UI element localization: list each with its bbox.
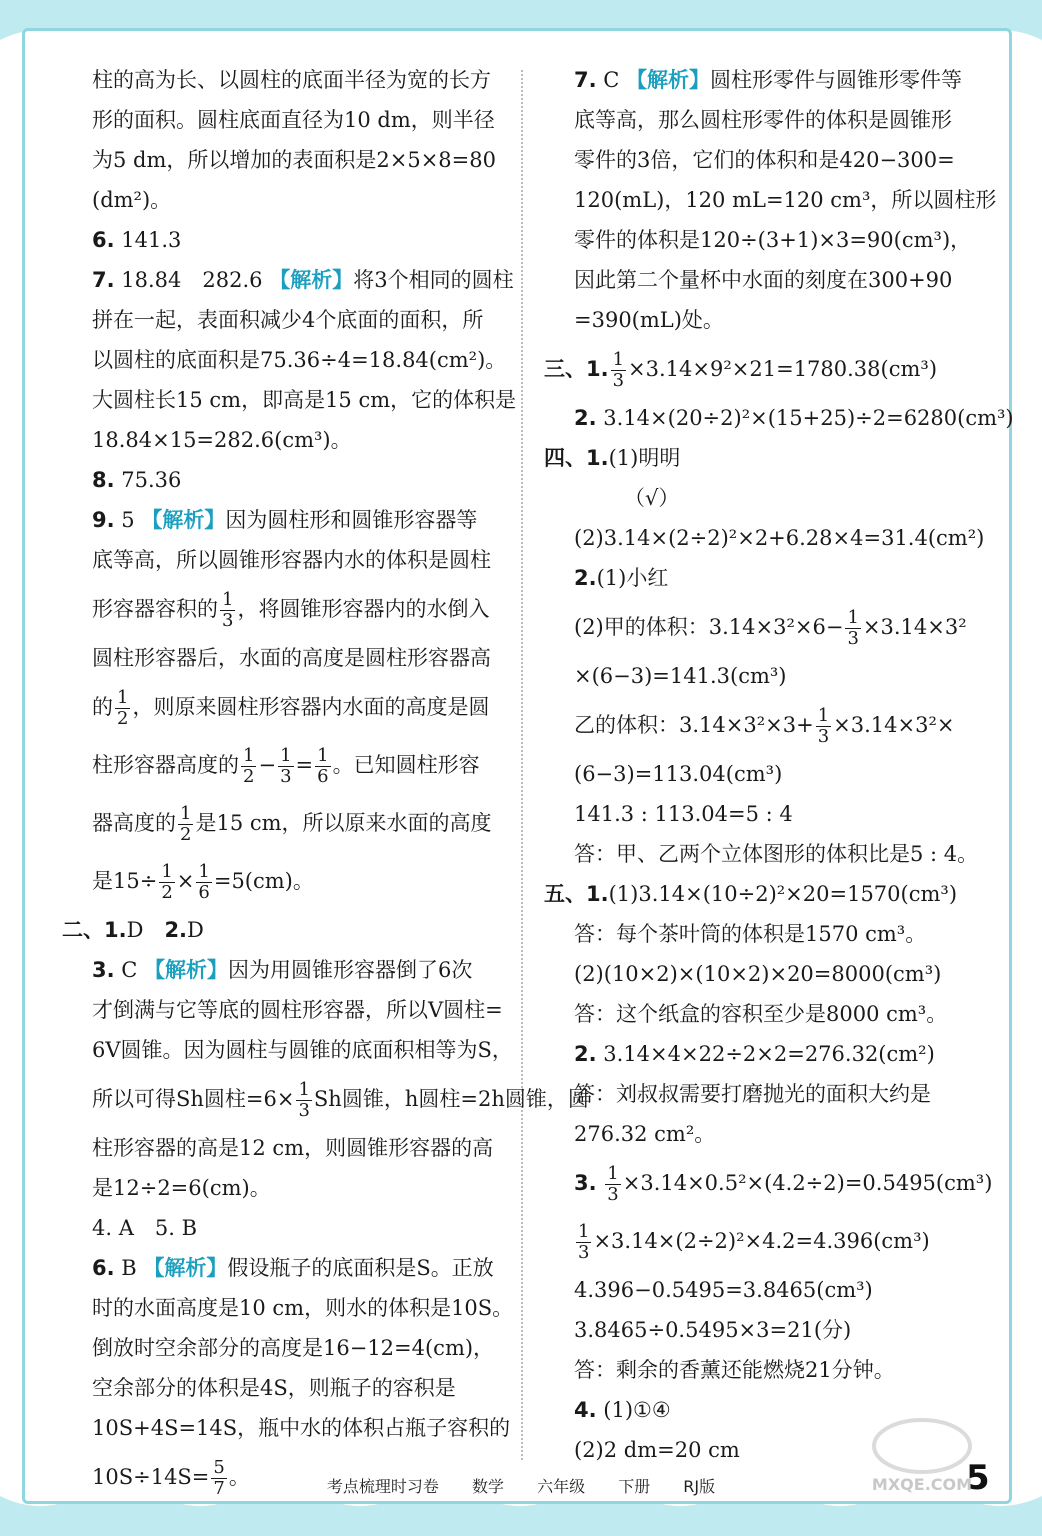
text-line [574,598,984,656]
text-line: 6V圆锥。因为圆柱与圆锥的底面积相等为S， [92,1038,513,1062]
text: (1)①④ [603,1398,671,1422]
numerator: 1 [317,745,329,766]
text: 器高度的 [92,811,176,835]
subject: 数学 [471,1477,504,1496]
question-number: 3. [92,958,115,982]
text-line: 倒放时空余部分的高度是16−12=4(cm)， [92,1336,495,1360]
text-line: 以圆柱的底面积是75.36÷4=18.84(cm²)。 [92,348,507,372]
text-line: 形的面积。圆柱底面直径为10 dm，则半径 [92,108,495,132]
text: ，则原来圆柱形容器内水面的高度是圆 [132,695,490,719]
analysis-tag: 【解析】 [626,68,711,92]
fraction [845,608,860,649]
answer-7-right [574,60,984,100]
text-line: 是12÷2=6(cm)。 [92,1176,271,1200]
numerator: 1 [280,745,292,766]
book-title: 考点梳理时习卷 [326,1477,439,1496]
text: 所以可得Sh圆柱=6× [92,1087,295,1111]
page-number: 5 [966,1458,990,1498]
numerator: 5 [213,1457,225,1478]
volume: 下册 [618,1477,651,1496]
answer-text: 18.84 282.6 [121,268,263,292]
answer-7 [92,260,514,300]
analysis-tag: 【解析】 [269,268,354,292]
text: (1)明明 [608,446,681,470]
text: (2)甲的体积：3.14×3²×6− [574,615,844,639]
answer-s4-2 [574,558,984,598]
numerator: 1 [298,1079,310,1100]
watermark-text: MXQE.COM [871,1475,973,1494]
numerator: 1 [180,803,192,824]
question-number: 2. [574,566,597,590]
text: 10S÷14S= [92,1465,210,1489]
text-line: 拼在一起，表面积减少4个底面的面积，所 [92,308,484,332]
question-number: 4. [574,1398,597,1422]
question-number: 2. [574,1042,597,1066]
text: 假设瓶子的底面积是S。正放 [227,1256,494,1280]
text: 将3个相同的圆柱 [353,268,514,292]
text-line: 答：刘叔叔需要打磨抛光的面积大约是 [574,1082,931,1106]
text-line: 答：甲、乙两个立体图形的体积比是5 : 4。 [574,842,979,866]
text: 因为圆柱形和圆锥形容器等 [225,508,478,532]
text: ×3.14×0.5²×(4.2÷2)=0.5495(cm³) [622,1171,993,1195]
text-line: 答：这个纸盒的容积至少是8000 cm³。 [574,1002,948,1026]
text-line [92,794,502,852]
denominator: 3 [298,1100,310,1121]
text-line: 276.32 cm²。 [574,1122,716,1146]
denominator: 3 [578,1242,590,1263]
text: =5(cm)。 [213,869,314,893]
section-four [544,438,984,478]
column-divider [521,70,523,1460]
numerator: 1 [222,589,234,610]
section-two [62,910,502,950]
text: 3.14×4×22÷2×2=276.32(cm²) [603,1042,935,1066]
text-line: 是15÷ $\frac{1}{2}$ × $\frac{1}{6}$ =5(cm)。 [92,861,314,903]
fraction [296,1080,311,1121]
fraction [115,688,130,729]
numerator: 1 [817,705,830,726]
section-number: 二、1. [62,918,127,942]
question-number: 6. [92,1256,115,1280]
text-line: 为5 dm，所以增加的表面积是2×5×8=80 [92,148,496,172]
text-line: 柱形容器高度的 $\frac{1}{2}$ − $\frac{1}{3}$ = $\frac{1}{6}$ 。已知圆柱形容 [92,745,480,787]
edition: RJ版 [683,1477,716,1496]
question-number: 6. [92,228,115,252]
fraction [196,862,211,903]
text-line [574,696,984,754]
question-number: 9. [92,508,115,532]
denominator: 2 [243,766,255,787]
denominator: 2 [180,824,192,845]
answer-s5-2 [574,1034,984,1074]
fraction [241,746,256,787]
text-line: 3.8465÷0.5495×3=21(分) [574,1318,852,1342]
answer-text: 75.36 [121,468,182,492]
question-number: 7. [92,268,115,292]
text-line: 底等高，那么圆柱形零件的体积是圆锥形 [574,108,952,132]
answer-text: C [603,68,620,92]
text-line: 18.84×15=282.6(cm³)。 [92,428,352,452]
fraction [178,804,193,845]
section-three [544,340,984,398]
text-line: 时的水面高度是10 cm，则水的体积是10S。 [92,1296,514,1320]
question-number: 8. [92,468,115,492]
fraction [576,1222,591,1263]
text: (1)3.14×(10÷2)²×20=1570(cm³) [608,882,958,906]
denominator: 6 [198,882,210,903]
text-line: (6−3)=113.04(cm³) [574,762,783,786]
text: ，将圆锥形容器内的水倒入 [237,597,490,621]
analysis-tag: 【解析】 [141,508,226,532]
text: ×3.14×3² [862,615,967,639]
fraction [611,350,626,391]
text: 是15 cm，所以原来水面的高度 [195,811,492,835]
text-line: 柱的高为长、以圆柱的底面半径为宽的长方 [92,68,491,92]
numerator: 1 [578,1221,590,1242]
text: 。 [228,1465,250,1489]
text-line: (2)2 dm=20 cm [574,1438,740,1462]
text-line [92,678,502,736]
numerator: 1 [198,861,210,882]
text-line [574,1212,984,1270]
fraction [315,746,330,787]
text: ×3.14×(2÷2)²×4.2=4.396(cm³) [593,1229,930,1253]
denominator: 3 [222,610,234,631]
text-line: 4.396−0.5495=3.8465(cm³) [574,1278,873,1302]
fraction [278,746,293,787]
check-mark: （√） [624,486,680,510]
text: ×3.14×3²× [833,713,955,737]
section-number: 三、1. [544,357,609,381]
text-line: (dm²)。 [92,188,172,212]
denominator: 7 [213,1478,225,1499]
text-line: 大圆柱长15 cm，即高是15 cm，它的体积是 [92,388,517,412]
section-number: 四、1. [544,446,609,470]
text: 形容器容积的 [92,597,218,621]
numerator: 1 [117,687,129,708]
text-line: 141.3 : 113.04=5 : 4 [574,802,793,826]
text-line: 才倒满与它等底的圆柱形容器，所以V圆柱= [92,998,503,1022]
text: 乙的体积：3.14×3²×3+ [574,713,814,737]
answer-text: B [121,1256,137,1280]
numerator: 1 [243,745,255,766]
text-line: 零件的3倍，它们的体积和是420−300= [574,148,955,172]
text-line: 120(mL)，120 mL=120 cm³，所以圆柱形 [574,188,997,212]
question-number: 3. [574,1171,597,1195]
text-line: 答：每个茶叶筒的体积是1570 cm³。 [574,922,927,946]
numerator: 1 [161,861,173,882]
text-line: (2)(10×2)×(10×2)×20=8000(cm³) [574,962,942,986]
text: 的 [92,695,113,719]
text-line [92,580,502,638]
analysis-tag: 【解析】 [144,958,229,982]
section-number: 五、1. [544,882,609,906]
answer-s5-3 [574,1154,993,1212]
fraction [159,862,174,903]
grade: 六年级 [537,1477,586,1496]
answer-8 [92,460,502,500]
text-line: 柱形容器的高是12 cm，则圆锥形容器的高 [92,1136,494,1160]
denominator: 3 [612,370,625,391]
answer-text: C [121,958,138,982]
numerator: 1 [847,607,859,628]
answer-9 [92,500,502,540]
answer-s3-2 [574,398,1014,438]
text: 圆柱形零件与圆锥形零件等 [710,68,963,92]
answers-4-5: 4. A 5. B [92,1216,198,1240]
text-line: 零件的体积是120÷(3+1)×3=90(cm³)， [574,228,972,252]
text-line: 圆柱形容器后，水面的高度是圆柱形容器高 [92,646,491,670]
answer-text: D [126,918,144,942]
numerator: 1 [612,349,625,370]
denominator: 2 [161,882,173,903]
analysis-tag: 【解析】 [143,1256,228,1280]
fraction [816,706,831,747]
text: (1)小红 [596,566,669,590]
text: 因为用圆锥形容器倒了6次 [228,958,473,982]
denominator: 3 [847,628,859,649]
text-line: =390(mL)处。 [574,308,724,332]
answer-6b [92,1248,502,1288]
fraction [605,1164,620,1205]
text: Sh圆锥，h圆柱=2h圆锥，圆 [313,1087,589,1111]
text: 。已知圆柱形容 [332,753,480,777]
numerator: 1 [607,1163,619,1184]
answer-text: D [187,918,204,942]
watermark-logo [862,1408,982,1498]
text: 柱形容器高度的 [92,753,239,777]
denominator: 6 [317,766,329,787]
section-five [544,874,984,914]
text-line: (2)3.14×(2÷2)²×2+6.28×4=31.4(cm²) [574,526,985,550]
text-line: 空余部分的体积是4S，则瓶子的容积是 [92,1376,456,1400]
question-number: 2. [574,406,597,430]
right-column [544,60,1014,1470]
text: ×3.14×9²×21=1780.38(cm³) [628,357,938,381]
fraction [220,590,235,631]
text-line: 10S+4S=14S，瓶中水的体积占瓶子容积的 [92,1416,511,1440]
denominator: 2 [117,708,129,729]
answer-3 [92,950,502,990]
text: 是15÷ [92,869,158,893]
text-line: 因此第二个量杯中水面的刻度在300+90 [574,268,953,292]
text-line: 答：剩余的香薰还能燃烧21分钟。 [574,1358,895,1382]
text: 3.14×(20÷2)²×(15+25)÷2=6280(cm³) [603,406,1014,430]
answer-6 [92,220,502,260]
question-number: 2. [164,918,188,942]
question-number: 7. [574,68,597,92]
text-line: ×(6−3)=141.3(cm³) [574,664,787,688]
text-line [92,1070,589,1128]
denominator: 3 [817,726,830,747]
answer-text: 141.3 [121,228,182,252]
denominator: 3 [280,766,292,787]
text-line: 底等高，所以圆锥形容器内水的体积是圆柱 [92,548,491,572]
denominator: 3 [607,1184,619,1205]
answer-text: 5 [121,508,135,532]
